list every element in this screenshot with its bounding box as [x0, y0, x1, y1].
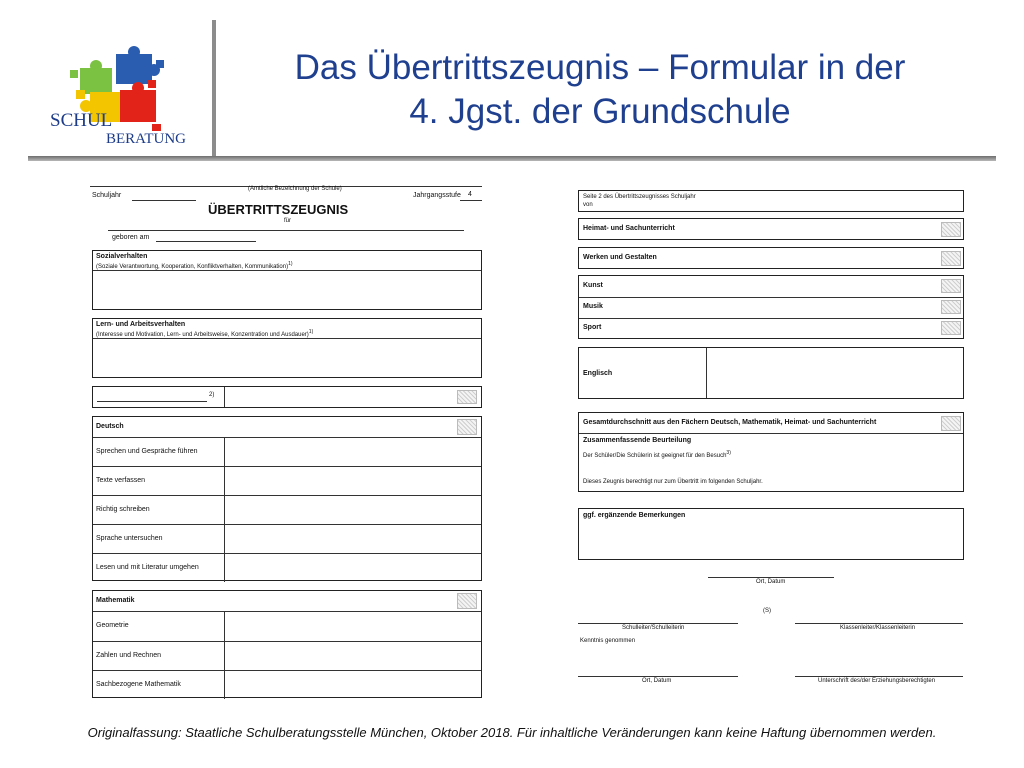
sozialverhalten-footnote: 1)	[288, 261, 293, 267]
kunst-grade-stamp	[941, 279, 961, 293]
sport-grade-stamp	[941, 321, 961, 335]
kunst-musik-sport-box	[578, 275, 964, 339]
sozialverhalten-box	[92, 250, 482, 310]
lernverhalten-title: Lern- und Arbeitsverhalten	[96, 321, 186, 328]
form-page-1	[70, 180, 490, 705]
sozialverhalten-subtitle	[96, 261, 293, 270]
deutsch-divider-2	[93, 495, 481, 496]
name-line	[108, 230, 464, 231]
slide-title-line1: Das Übertrittszeugnis – Formular in der	[294, 48, 906, 87]
lernverhalten-footnote: 1)	[308, 329, 314, 335]
englisch-box	[578, 347, 964, 399]
mathematik-vsep	[224, 611, 225, 699]
ort-datum2-label: Ort, Datum	[642, 678, 672, 684]
geboren-line	[156, 241, 256, 242]
slide-title-line2: 4. Jgst. der Grundschule	[409, 92, 791, 131]
geboren-label: geboren am	[112, 234, 150, 241]
deutsch-grade-stamp	[457, 419, 477, 435]
jahrgangsstufe-value: 4	[468, 191, 472, 198]
page2-header-line1: Seite 2 des Übertrittszeugnisses Schuljahr	[583, 194, 696, 200]
schulberatung-logo	[40, 40, 200, 150]
form-page-2	[570, 180, 970, 690]
deutsch-divider-4	[93, 553, 481, 554]
siegel-label: (S)	[763, 608, 771, 614]
religion-box	[92, 386, 482, 408]
deutsch-title: Deutsch	[96, 423, 124, 430]
fuer-label: für	[284, 218, 292, 224]
mathematik-row-2: Zahlen und Rechnen	[96, 652, 161, 659]
kunst-label: Kunst	[583, 282, 603, 289]
bemerkungen-box	[578, 508, 964, 560]
logo-word-beratung: BERATUNG	[106, 131, 187, 147]
werken-box	[578, 247, 964, 269]
bemerkungen-label: ggf. ergänzende Bemerkungen	[583, 512, 686, 519]
footer-note: Originalfassung: Staatliche Schulberatungsstelle München, Oktober 2018. Für inhaltliche Veränderungen kann keine Haftung übernommen werden.	[87, 725, 937, 740]
deutsch-row-1: Sprechen und Gespräche führen	[96, 448, 198, 455]
ort-datum2-line	[578, 676, 738, 677]
schuljahr-label: Schuljahr	[92, 192, 122, 199]
logo-blue-piece	[116, 54, 152, 84]
sozialverhalten-title: Sozialverhalten	[96, 253, 148, 260]
religion-grade-stamp	[457, 390, 477, 404]
hsu-label: Heimat- und Sachunterricht	[583, 225, 675, 232]
logo-red-piece	[120, 90, 156, 122]
deutsch-divider-1	[93, 466, 481, 467]
kenntnis-label: Kenntnis genommen	[580, 638, 636, 644]
deutsch-divider-0	[93, 437, 481, 438]
gesamt-label: Gesamtdurchschnitt aus den Fächern Deutsch, Mathematik, Heimat- und Sachunterricht	[583, 419, 877, 426]
ort-datum-line	[708, 577, 834, 578]
deutsch-divider-3	[93, 524, 481, 525]
mathematik-divider-0	[93, 611, 481, 612]
werken-label: Werken und Gestalten	[583, 254, 657, 261]
berechtigt-text: Dieses Zeugnis berechtigt nur zum Übertritt im folgenden Schuljahr.	[583, 479, 763, 485]
deutsch-row-2: Texte verfassen	[96, 477, 146, 484]
sport-label: Sport	[583, 324, 602, 331]
deutsch-box	[92, 416, 482, 581]
religion-footnote: 2)	[209, 392, 215, 398]
mathematik-divider-1	[93, 641, 481, 642]
zusammen-label: Zusammenfassende Beurteilung	[583, 437, 692, 444]
kunst-divider	[579, 297, 963, 298]
deutsch-row-5: Lesen und mit Literatur umgehen	[96, 564, 199, 571]
logo-word-schul: SCHUL	[50, 110, 113, 131]
sozialverhalten-divider	[93, 270, 481, 271]
jahrgangsstufe-line	[460, 200, 482, 201]
religion-vsep	[224, 387, 225, 407]
musik-label: Musik	[583, 303, 603, 310]
geeignet-footnote: 3)	[726, 450, 731, 456]
schulleiter-line	[578, 623, 738, 624]
schulleiter-label: Schulleiter/Schulleiterin	[622, 625, 685, 631]
gesamt-divider	[579, 433, 963, 434]
header-vertical-rule	[212, 20, 216, 160]
hsu-box	[578, 218, 964, 240]
mathematik-row-3: Sachbezogene Mathematik	[96, 681, 181, 688]
gesamt-box	[578, 412, 964, 492]
lernverhalten-divider	[93, 338, 481, 339]
deutsch-row-4: Sprache untersuchen	[96, 535, 163, 542]
jahrgangsstufe-label: Jahrgangsstufe	[413, 192, 461, 199]
lernverhalten-sub-text: (Interesse und Motivation, Lern- und Arbeitsweise, Konzentration und Ausdauer)	[96, 332, 309, 338]
hsu-grade-stamp	[941, 222, 961, 237]
slide-title	[230, 46, 970, 134]
lernverhalten-box	[92, 318, 482, 378]
deutsch-vsep	[224, 437, 225, 582]
schuljahr-line	[132, 200, 196, 201]
mathematik-grade-stamp	[457, 593, 477, 609]
religion-line	[97, 401, 207, 402]
werken-grade-stamp	[941, 251, 961, 266]
unterschrift-label: Unterschrift des/der Erziehungsberechtigten	[818, 678, 936, 684]
sozialverhalten-sub-text: (Soziale Verantwortung, Kooperation, Konfliktverhalten, Kommunikation)	[96, 264, 289, 270]
page2-header-line2: von	[583, 202, 593, 208]
mathematik-row-1: Geometrie	[96, 622, 129, 629]
englisch-label: Englisch	[583, 370, 613, 377]
mathematik-box	[92, 590, 482, 698]
klassenleiter-line	[795, 623, 963, 624]
mathematik-divider-2	[93, 670, 481, 671]
page2-header-box	[578, 190, 964, 212]
mathematik-title: Mathematik	[96, 597, 135, 604]
musik-grade-stamp	[941, 300, 961, 314]
deutsch-row-3: Richtig schreiben	[96, 506, 150, 513]
header-horizontal-rule	[28, 156, 996, 161]
englisch-vsep	[706, 348, 707, 398]
ort-datum-label: Ort, Datum	[756, 579, 786, 585]
unterschrift-line	[795, 676, 963, 677]
geeignet-sentence: Der Schüler/Die Schülerin ist geeignet für den Besuch	[583, 453, 727, 459]
klassenleiter-label: Klassenleiter/Klassenleiterin	[840, 625, 916, 631]
school-label: (Amtliche Bezeichnung der Schule)	[248, 186, 342, 192]
lernverhalten-subtitle	[96, 329, 313, 338]
geeignet-text	[583, 450, 731, 459]
form-heading: ÜBERTRITTSZEUGNIS	[208, 202, 349, 217]
musik-divider	[579, 318, 963, 319]
gesamt-grade-stamp	[941, 416, 961, 431]
